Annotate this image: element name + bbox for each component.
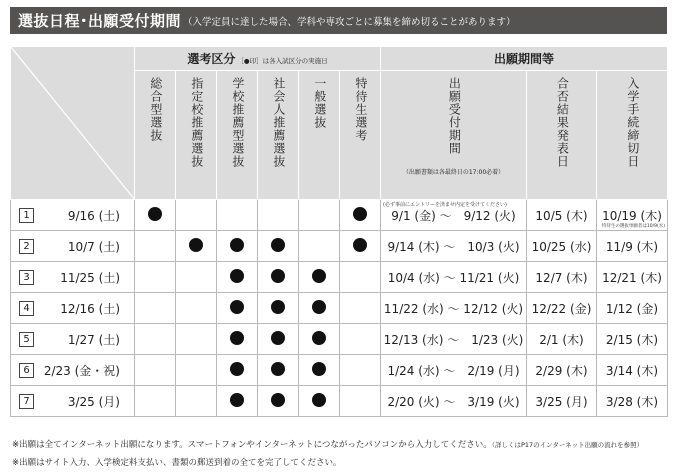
procedure-text: 3/14 (木)	[605, 363, 659, 378]
procedure-text: 2/15 (木)	[605, 332, 659, 347]
period-text: 12/13 (水) ～ 1/23 (火)	[383, 332, 524, 347]
selection-group-header: 選考区分 ［●印］は各入試区分の実施日	[135, 47, 381, 71]
period-cell	[381, 386, 527, 417]
selection-dot	[312, 393, 326, 407]
procedure-cell	[597, 262, 668, 293]
mark-cell	[299, 293, 340, 324]
mark-cell	[135, 355, 176, 386]
date-cell	[11, 324, 135, 355]
exam-date: 3/25 (月)	[67, 394, 120, 409]
procedure-cell	[597, 231, 668, 262]
period-text: 11/22 (水) ～ 12/12 (火)	[383, 301, 524, 316]
mark-cell	[299, 386, 340, 417]
mark-cell	[299, 262, 340, 293]
table-row	[11, 231, 668, 262]
procedure-cell	[597, 324, 668, 355]
table-row	[11, 355, 668, 386]
mark-cell	[258, 262, 299, 293]
selection-dot	[353, 238, 367, 252]
mark-cell	[340, 231, 381, 262]
selection-dot	[189, 238, 203, 252]
col-header-adult-rec: 社会人推薦選抜	[258, 71, 299, 200]
mark-cell	[340, 200, 381, 231]
selection-dot	[148, 207, 162, 221]
mark-cell	[217, 324, 258, 355]
mark-cell	[135, 293, 176, 324]
selection-dot	[230, 393, 244, 407]
mark-cell	[176, 200, 217, 231]
date-cell	[11, 355, 135, 386]
result-cell: 2/1 (木)	[527, 324, 597, 355]
mark-cell	[299, 324, 340, 355]
mark-cell	[135, 200, 176, 231]
col-header-school-rec: 学校推薦型選抜	[217, 71, 258, 200]
mark-cell	[258, 324, 299, 355]
procedure-text: 10/19 (木)	[602, 208, 662, 223]
period-note-small: (必ず事前にエントリーを済ませ内定を受けてください)	[383, 202, 507, 208]
selection-dot	[271, 393, 285, 407]
period-group-header: 出願期間等	[381, 47, 668, 71]
mark-cell	[299, 200, 340, 231]
mark-cell	[135, 386, 176, 417]
exam-date: 9/16 (土)	[67, 208, 120, 223]
mark-cell	[217, 262, 258, 293]
mark-cell	[176, 262, 217, 293]
date-cell	[11, 200, 135, 231]
row-number: 2	[19, 239, 34, 254]
period-text: 10/4 (水) ～ 11/21 (火)	[387, 270, 520, 285]
footnote-2: ※出願はサイト入力、入学検定料支払い、書類の郵送到着の全てを完了してください。	[12, 458, 342, 468]
footnote-1-fine: （詳しくはP17のインターネット出願の流れを参照）	[491, 441, 644, 449]
table-row	[11, 200, 668, 231]
selection-dot	[230, 331, 244, 345]
mark-cell	[258, 200, 299, 231]
table-row	[11, 324, 668, 355]
period-cell	[381, 355, 527, 386]
title-bar	[10, 7, 667, 34]
page-subtitle: （入学定員に達した場合、学科や専攻ごとに募集を締め切ることがあります）	[183, 16, 516, 28]
period-text: 2/20 (火) ～ 3/19 (火)	[387, 394, 520, 409]
mark-cell	[340, 262, 381, 293]
mark-cell	[217, 231, 258, 262]
selection-dot	[230, 300, 244, 314]
selection-dot	[271, 238, 285, 252]
row-number: 3	[19, 270, 34, 285]
mark-cell	[340, 293, 381, 324]
selection-dot	[271, 269, 285, 283]
row-number: 6	[19, 363, 34, 378]
exam-date: 10/7 (土)	[67, 239, 120, 254]
selection-dot	[230, 238, 244, 252]
selection-dot	[312, 331, 326, 345]
mark-cell	[258, 293, 299, 324]
date-cell	[11, 262, 135, 293]
selection-dot	[271, 300, 285, 314]
procedure-cell	[597, 386, 668, 417]
exam-date: 2/23 (金・祝)	[43, 363, 120, 378]
procedure-note-small: 特待生の選抜単願者は10/9(水)	[601, 224, 665, 229]
exam-date: 1/27 (土)	[67, 332, 120, 347]
mark-cell	[176, 293, 217, 324]
procedure-text: 12/21 (木)	[602, 270, 662, 285]
date-cell	[11, 231, 135, 262]
date-cell	[11, 386, 135, 417]
period-note: （出願書類は各最終日の17:00必着）	[402, 169, 505, 176]
mark-cell	[135, 231, 176, 262]
mark-cell	[217, 293, 258, 324]
period-cell	[381, 293, 527, 324]
footnote-1: ※出願は全てインターネット出願になります。スマートフォンやインターネットにつながったパソコンから入力してください。（詳しくはP17のインターネット出願の流れを参照）	[12, 440, 644, 450]
col-header-general: 一般選抜	[299, 71, 340, 200]
mark-cell	[176, 324, 217, 355]
result-cell: 2/29 (木)	[527, 355, 597, 386]
mark-cell	[176, 355, 217, 386]
table-row	[11, 293, 668, 324]
corner-cell	[11, 47, 135, 200]
selection-dot	[312, 300, 326, 314]
row-number: 1	[19, 208, 34, 223]
mark-cell	[299, 355, 340, 386]
result-cell: 12/7 (木)	[527, 262, 597, 293]
result-cell: 12/22 (金)	[527, 293, 597, 324]
selection-dot	[230, 269, 244, 283]
table-row	[11, 386, 668, 417]
selection-dot	[271, 362, 285, 376]
period-cell	[381, 231, 527, 262]
procedure-cell	[597, 293, 668, 324]
row-number: 7	[19, 394, 34, 409]
period-text: 9/1 (金) ～ 9/12 (火)	[391, 208, 516, 223]
mark-cell	[217, 386, 258, 417]
exam-date: 11/25 (土)	[60, 270, 120, 285]
procedure-cell	[597, 200, 668, 231]
row-number: 5	[19, 332, 34, 347]
period-cell	[381, 262, 527, 293]
selection-dot	[230, 362, 244, 376]
row-number: 4	[19, 301, 34, 316]
col-header-comprehensive: 総合型選抜	[135, 71, 176, 200]
mark-cell	[176, 386, 217, 417]
page-title: 選抜日程･出願受付期間	[18, 12, 182, 30]
selection-dot	[353, 207, 367, 221]
selection-dot	[312, 362, 326, 376]
mark-cell	[340, 324, 381, 355]
mark-cell	[217, 200, 258, 231]
procedure-cell	[597, 355, 668, 386]
mark-cell	[135, 262, 176, 293]
mark-cell	[258, 231, 299, 262]
result-cell: 3/25 (月)	[527, 386, 597, 417]
date-cell	[11, 293, 135, 324]
mark-cell	[340, 386, 381, 417]
col-header-scholarship: 特待生選考	[340, 71, 381, 200]
result-cell: 10/25 (水)	[527, 231, 597, 262]
diagonal-line	[11, 47, 135, 200]
procedure-text: 11/9 (木)	[605, 239, 659, 254]
mark-cell	[340, 355, 381, 386]
period-cell	[381, 200, 527, 231]
exam-date: 12/16 (土)	[60, 301, 120, 316]
mark-cell	[176, 231, 217, 262]
period-cell	[381, 324, 527, 355]
schedule-table	[10, 46, 668, 417]
col-header-procedure: 入学手続締切日	[597, 71, 668, 200]
mark-cell	[258, 386, 299, 417]
col-header-result: 合否結果発表日	[527, 71, 597, 200]
period-text: 1/24 (水) ～ 2/19 (月)	[387, 363, 520, 378]
col-header-designated: 指定校推薦選抜	[176, 71, 217, 200]
mark-cell	[135, 324, 176, 355]
period-text: 9/14 (木) ～ 10/3 (火)	[387, 239, 520, 254]
result-cell: 10/5 (木)	[527, 200, 597, 231]
selection-dot	[312, 269, 326, 283]
table-row	[11, 262, 668, 293]
procedure-text: 1/12 (金)	[605, 301, 659, 316]
procedure-text: 3/28 (木)	[605, 394, 659, 409]
mark-cell	[258, 355, 299, 386]
selection-dot	[271, 331, 285, 345]
mark-cell	[217, 355, 258, 386]
selection-group-note: ［●印］は各入試区分の実施日	[237, 57, 328, 65]
mark-cell	[299, 231, 340, 262]
col-header-period: 出願受付期間 （出願書類は各最終日の17:00必着）	[381, 71, 527, 200]
